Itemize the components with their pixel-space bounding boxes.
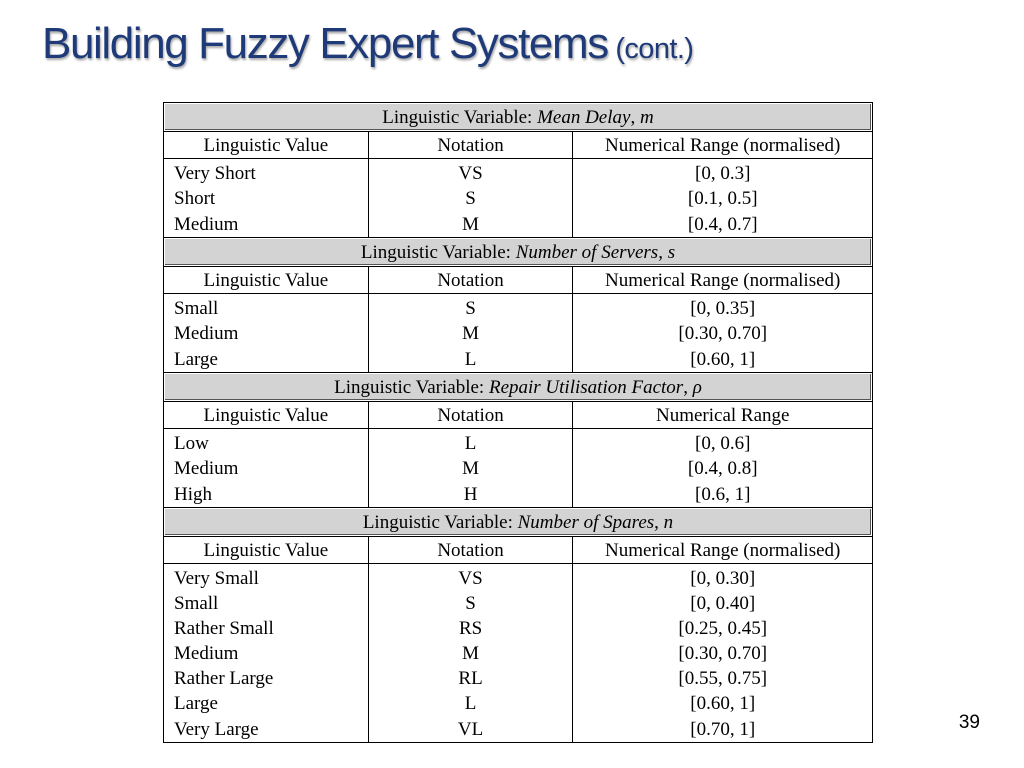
cell-numerical-range: [0.4, 0.7] xyxy=(573,211,873,238)
cell-notation: M xyxy=(368,641,573,666)
cell-notation: M xyxy=(368,321,573,346)
cell-notation: L xyxy=(368,691,573,716)
variable-symbol: n xyxy=(663,511,674,533)
cell-linguistic-value: Very Small xyxy=(164,564,369,592)
variable-symbol: s xyxy=(667,241,676,263)
slide-title-main: Building Fuzzy Expert Systems xyxy=(42,19,608,68)
cell-linguistic-value: Large xyxy=(164,346,369,373)
variable-separator: , xyxy=(654,511,664,533)
variable-label-prefix: Linguistic Variable: xyxy=(382,106,538,128)
variable-symbol: ρ xyxy=(692,376,702,398)
variable-name: Mean Delay xyxy=(537,106,631,128)
cell-numerical-range: [0.30, 0.70] xyxy=(573,321,873,346)
table-row xyxy=(164,691,873,716)
table-row xyxy=(164,159,873,187)
variable-heading xyxy=(164,238,873,267)
table-body xyxy=(164,103,873,743)
cell-numerical-range: [0.70, 1] xyxy=(573,716,873,743)
variable-name: Repair Utilisation Factor xyxy=(488,376,684,398)
cell-linguistic-value: Very Short xyxy=(164,159,369,187)
variable-heading xyxy=(164,508,873,537)
cell-notation: VS xyxy=(368,159,573,187)
cell-linguistic-value: Medium xyxy=(164,641,369,666)
cell-linguistic-value: Large xyxy=(164,691,369,716)
cell-notation: M xyxy=(368,211,573,238)
table-row xyxy=(164,564,873,592)
cell-numerical-range: [0, 0.40] xyxy=(573,591,873,616)
cell-numerical-range: [0, 0.3] xyxy=(573,159,873,187)
variable-heading-row xyxy=(164,238,873,267)
cell-notation: S xyxy=(368,186,573,211)
cell-notation: M xyxy=(368,456,573,481)
cell-notation: RL xyxy=(368,666,573,691)
cell-notation: S xyxy=(368,294,573,322)
cell-linguistic-value: Small xyxy=(164,294,369,322)
variable-heading xyxy=(164,373,873,402)
column-header-row xyxy=(164,537,873,564)
cell-numerical-range: [0.1, 0.5] xyxy=(573,186,873,211)
cell-notation: H xyxy=(368,481,573,508)
variable-separator: , xyxy=(683,376,693,398)
table-row xyxy=(164,591,873,616)
cell-numerical-range: [0, 0.35] xyxy=(573,294,873,322)
table-row xyxy=(164,716,873,743)
column-header-numerical-range: Numerical Range (normalised) xyxy=(573,267,873,294)
page-number: 39 xyxy=(958,712,980,733)
cell-linguistic-value: Medium xyxy=(164,456,369,481)
slide-title-sub: (cont.) xyxy=(615,33,694,65)
column-header-numerical-range: Numerical Range (normalised) xyxy=(573,132,873,159)
cell-linguistic-value: Rather Large xyxy=(164,666,369,691)
cell-linguistic-value: Small xyxy=(164,591,369,616)
variable-name: Number of Spares xyxy=(517,511,655,533)
column-header-row xyxy=(164,132,873,159)
table-row xyxy=(164,321,873,346)
cell-numerical-range: [0.60, 1] xyxy=(573,346,873,373)
cell-linguistic-value: High xyxy=(164,481,369,508)
cell-notation: L xyxy=(368,429,573,457)
column-header-linguistic-value: Linguistic Value xyxy=(164,132,369,159)
cell-notation: VS xyxy=(368,564,573,592)
cell-linguistic-value: Medium xyxy=(164,321,369,346)
column-header-numerical-range: Numerical Range xyxy=(573,402,873,429)
variable-heading-row xyxy=(164,103,873,132)
variable-separator: , xyxy=(630,106,640,128)
linguistic-variables-table xyxy=(163,102,873,743)
cell-numerical-range: [0, 0.30] xyxy=(573,564,873,592)
table-row xyxy=(164,346,873,373)
column-header-notation: Notation xyxy=(368,537,573,564)
cell-notation: S xyxy=(368,591,573,616)
column-header-row xyxy=(164,402,873,429)
variable-heading xyxy=(164,103,873,132)
table-row xyxy=(164,481,873,508)
column-header-linguistic-value: Linguistic Value xyxy=(164,537,369,564)
table-row xyxy=(164,641,873,666)
slide-title xyxy=(42,19,694,68)
cell-numerical-range: [0.4, 0.8] xyxy=(573,456,873,481)
variable-heading-row xyxy=(164,373,873,402)
variable-label-prefix: Linguistic Variable: xyxy=(360,241,516,263)
variable-name: Number of Servers xyxy=(515,241,659,263)
table-row xyxy=(164,294,873,322)
column-header-linguistic-value: Linguistic Value xyxy=(164,267,369,294)
table-row xyxy=(164,666,873,691)
cell-notation: L xyxy=(368,346,573,373)
cell-notation: RS xyxy=(368,616,573,641)
cell-numerical-range: [0.25, 0.45] xyxy=(573,616,873,641)
column-header-linguistic-value: Linguistic Value xyxy=(164,402,369,429)
table-row xyxy=(164,456,873,481)
table-row xyxy=(164,616,873,641)
table-row xyxy=(164,211,873,238)
table-row xyxy=(164,429,873,457)
column-header-numerical-range: Numerical Range (normalised) xyxy=(573,537,873,564)
column-header-row xyxy=(164,267,873,294)
variable-heading-row xyxy=(164,508,873,537)
column-header-notation: Notation xyxy=(368,402,573,429)
cell-numerical-range: [0, 0.6] xyxy=(573,429,873,457)
linguistic-variables-table-container xyxy=(163,102,873,743)
cell-linguistic-value: Medium xyxy=(164,211,369,238)
cell-numerical-range: [0.60, 1] xyxy=(573,691,873,716)
variable-symbol: m xyxy=(639,106,654,128)
variable-label-prefix: Linguistic Variable: xyxy=(362,511,518,533)
cell-linguistic-value: Rather Small xyxy=(164,616,369,641)
cell-numerical-range: [0.30, 0.70] xyxy=(573,641,873,666)
cell-linguistic-value: Very Large xyxy=(164,716,369,743)
cell-notation: VL xyxy=(368,716,573,743)
cell-numerical-range: [0.6, 1] xyxy=(573,481,873,508)
cell-linguistic-value: Short xyxy=(164,186,369,211)
column-header-notation: Notation xyxy=(368,267,573,294)
cell-linguistic-value: Low xyxy=(164,429,369,457)
column-header-notation: Notation xyxy=(368,132,573,159)
variable-label-prefix: Linguistic Variable: xyxy=(334,376,489,398)
cell-numerical-range: [0.55, 0.75] xyxy=(573,666,873,691)
table-row xyxy=(164,186,873,211)
variable-separator: , xyxy=(658,241,668,263)
